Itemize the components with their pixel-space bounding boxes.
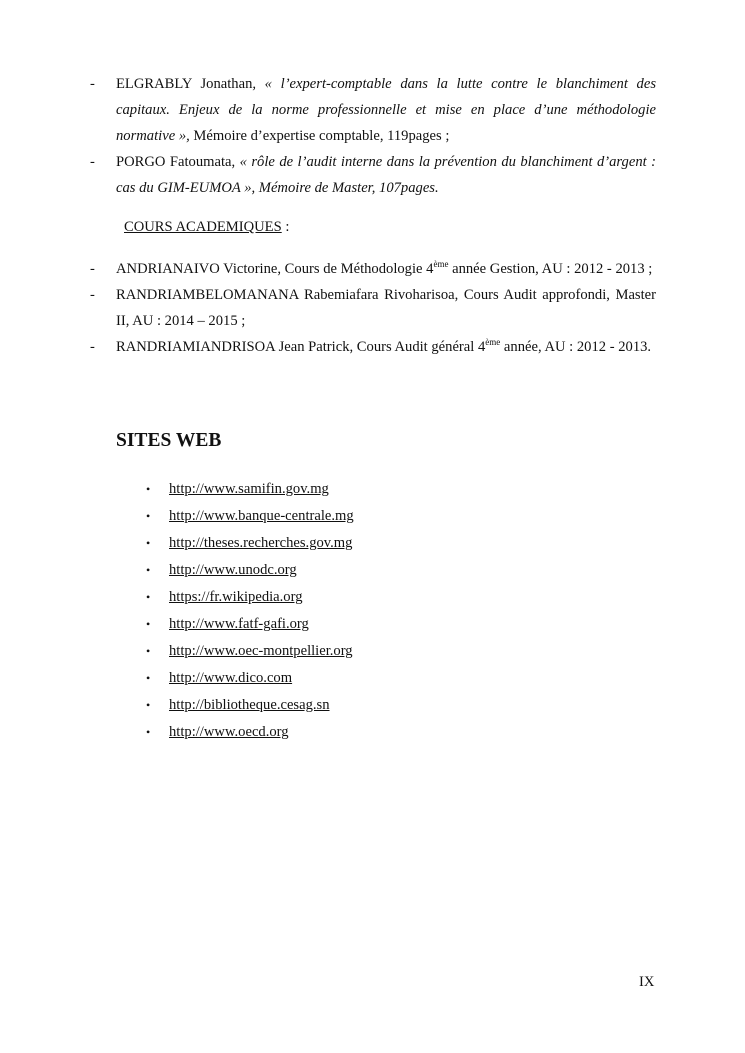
bullet-icon: • (146, 725, 151, 739)
reference-text: ANDRIANAIVO Victorine, Cours de Méthodologie 4 (116, 261, 434, 277)
reference-title: , « l’expert-comptable dans la lutte contre le blanchiment des capitaux. Enjeux de la norme professionnelle et mise en place d’une méthodologie normative », (116, 76, 656, 144)
website-item (146, 613, 354, 640)
dash-marker: - (90, 261, 95, 277)
reference-text: RANDRIAMBELOMANANA Rabemiafara Rivoharisoa, Cours Audit approfondi, Master II, AU : 2014 – 2015 ; (116, 287, 656, 329)
bullet-icon: • (146, 536, 151, 550)
website-item (146, 586, 354, 613)
website-link-bibliotheque-cesag[interactable]: http://bibliotheque.cesag.sn (169, 697, 330, 713)
website-item (146, 559, 354, 586)
section-courses-heading (124, 217, 289, 237)
dash-marker: - (90, 339, 95, 355)
website-item (146, 505, 354, 532)
website-item (146, 694, 354, 721)
reference-item-porgo (90, 149, 656, 201)
bullet-icon: • (146, 671, 151, 685)
website-link-banque-centrale[interactable]: http://www.banque-centrale.mg (169, 508, 354, 524)
website-item (146, 721, 354, 748)
website-link-oecd[interactable]: http://www.oecd.org (169, 724, 289, 740)
bullet-icon: • (146, 617, 151, 631)
website-item (146, 478, 354, 505)
website-link-wikipedia[interactable]: https://fr.wikipedia.org (169, 589, 303, 605)
thesis-references-list (90, 71, 656, 201)
bullet-icon: • (146, 482, 151, 496)
reference-item-randriambelomanana (90, 282, 656, 334)
website-link-dico[interactable]: http://www.dico.com (169, 670, 293, 686)
superscript: ème (433, 259, 449, 270)
website-link-samifin[interactable]: http://www.samifin.gov.mg (169, 481, 329, 497)
superscript: ème (485, 337, 501, 348)
bullet-icon: • (146, 644, 151, 658)
reference-text-rest: année, AU : 2012 - 2013. (500, 339, 652, 355)
website-link-theses[interactable]: http://theses.recherches.gov.mg (169, 535, 353, 551)
reference-author: PORGO Fatoumata, (116, 154, 236, 170)
website-item (146, 532, 354, 559)
section-courses-suffix: : (281, 219, 290, 235)
bullet-icon: • (146, 590, 151, 604)
bullet-icon: • (146, 698, 151, 712)
website-link-unodc[interactable]: http://www.unodc.org (169, 562, 297, 578)
bullet-icon: • (146, 509, 151, 523)
page-number: IX (639, 974, 655, 990)
sites-web-heading: SITES WEB (116, 430, 222, 451)
website-list (146, 478, 354, 748)
reference-item-andrianaivo (90, 256, 656, 282)
reference-author: ELGRABLY Jonathan (116, 76, 253, 92)
website-link-oec-montpellier[interactable]: http://www.oec-montpellier.org (169, 643, 353, 659)
dash-marker: - (90, 76, 95, 92)
reference-title: « rôle de l’audit interne dans la prévention du blanchiment d’argent : cas du GIM-EUMOA », Mémoire de Master, 107pages. (116, 154, 656, 196)
reference-details: Mémoire d’expertise comptable, 119pages ; (189, 128, 450, 144)
section-courses-label: COURS ACADEMIQUES (124, 219, 282, 235)
reference-item-randriamiandrisoa (90, 334, 656, 360)
website-link-fatf-gafi[interactable]: http://www.fatf-gafi.org (169, 616, 309, 632)
reference-text-rest: année Gestion, AU : 2012 - 2013 ; (448, 261, 653, 277)
dash-marker: - (90, 154, 95, 170)
bullet-icon: • (146, 563, 151, 577)
dash-marker: - (90, 287, 95, 303)
course-references-list (90, 256, 656, 360)
reference-item-elgrably (90, 71, 656, 149)
website-item (146, 667, 354, 694)
reference-text: RANDRIAMIANDRISOA Jean Patrick, Cours Audit général 4 (116, 339, 486, 355)
website-item (146, 640, 354, 667)
